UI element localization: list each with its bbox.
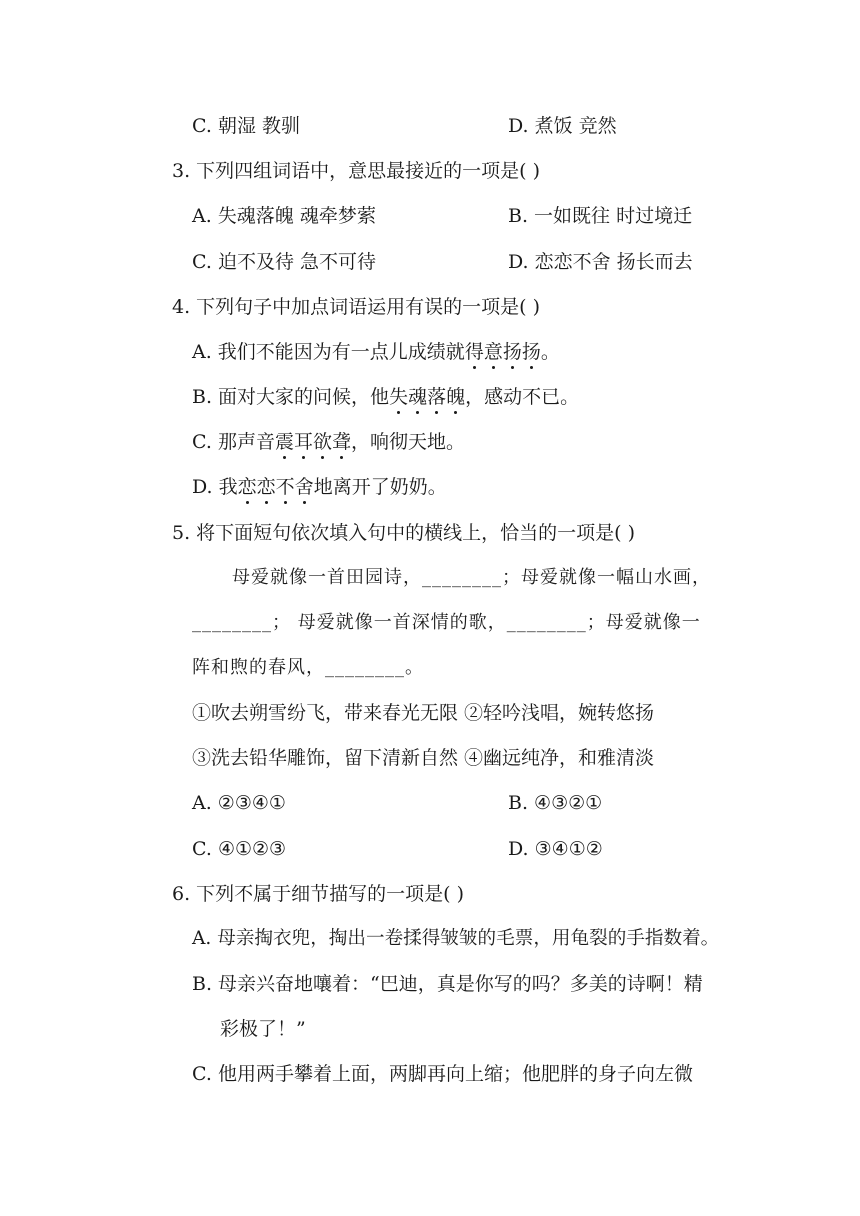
q5-option-b: B. ④③②① <box>508 792 603 814</box>
emphasis-char: 欲 <box>312 431 332 453</box>
q4-option-d-text: D. 我 <box>192 476 238 498</box>
emphasis-char: 聋 <box>332 431 352 453</box>
q6-stem: 6. 下列不属于细节描写的一项是( ) <box>172 883 465 905</box>
q5-passage-line: 阵和煦的春风，________。 <box>192 657 424 678</box>
q4-option-d-tail: 地离开了奶奶。 <box>313 476 447 498</box>
q3-stem: 3. 下列四组词语中，意思最接近的一项是( ) <box>172 160 541 182</box>
q3-option-a: A. 失魂落魄 魂牵梦萦 <box>192 205 376 227</box>
q4-option-b-tail: ，感动不已。 <box>465 386 580 408</box>
emphasis-char: 得 <box>464 341 484 363</box>
emphasis-char: 扬 <box>502 341 522 363</box>
q4-option-c-tail: ，响彻天地。 <box>351 431 466 453</box>
q5-option-d: D. ③④①② <box>508 838 603 860</box>
q6-option-c: C. 他用两手攀着上面，两脚再向上缩；他肥胖的身子向左微 <box>192 1063 693 1085</box>
emphasis-char: 失 <box>389 386 409 408</box>
emphasis-char: 意 <box>483 341 503 363</box>
q4-option-a-tail: 。 <box>540 341 560 363</box>
q6-option-a: A. 母亲掏衣兜，掏出一卷揉得皱皱的毛票，用龟裂的手指数着。 <box>192 928 720 949</box>
emphasis-char: 舍 <box>294 476 314 498</box>
q3-option-b: B. 一如既往 时过境迁 <box>508 205 693 227</box>
q2-option-c: C. 朝湿 教驯 <box>192 115 300 137</box>
emphasis-char: 恋 <box>256 476 276 498</box>
emphasis-char: 落 <box>427 386 447 408</box>
emphasis-char: 扬 <box>521 341 541 363</box>
q4-option-d <box>192 475 447 499</box>
q6-option-b-continued: 彩极了！” <box>220 1018 306 1040</box>
q4-option-b <box>192 385 579 409</box>
q5-option-c: C. ④①②③ <box>192 838 287 860</box>
q2-option-d: D. 煮饭 竞然 <box>508 115 617 137</box>
q3-option-c: C. 迫不及待 急不可待 <box>192 251 376 273</box>
q5-option-a: A. ②③④① <box>192 792 286 814</box>
q3-option-d: D. 恋恋不舍 扬长而去 <box>508 251 693 273</box>
q6-option-b: B. 母亲兴奋地嚷着：“巴迪，真是你写的吗？多美的诗啊！精 <box>192 973 703 995</box>
q5-choices-line: ①吹去朔雪纷飞，带来春光无限 ②轻吟浅唱，婉转悠扬 <box>192 702 655 724</box>
q5-choices-line: ③洗去铅华雕饰，留下清新自然 ④幽远纯净，和雅清淡 <box>192 747 655 769</box>
emphasis-char: 不 <box>275 476 295 498</box>
q5-stem: 5. 将下面短句依次填入句中的横线上，恰当的一项是( ) <box>172 522 636 544</box>
emphasis-char: 魄 <box>446 386 466 408</box>
emphasis-char: 恋 <box>237 476 257 498</box>
q4-option-a-text: A. 我们不能因为有一点儿成绩就 <box>192 341 465 363</box>
q4-option-c-text: C. 那声音 <box>192 431 275 453</box>
q4-option-c <box>192 430 465 454</box>
q4-stem: 4. 下列句子中加点词语运用有误的一项是( ) <box>172 296 541 318</box>
q5-passage-line: 母爱就像一首田园诗，________；母爱就像一幅山水画， <box>232 567 711 588</box>
q4-option-a <box>192 340 560 364</box>
emphasis-char: 震 <box>274 431 294 453</box>
emphasis-char: 耳 <box>293 431 313 453</box>
q5-passage-line: ________； 母爱就像一首深情的歌，________；母爱就像一 <box>192 612 701 633</box>
q4-option-b-text: B. 面对大家的问候，他 <box>192 386 390 408</box>
emphasis-char: 魂 <box>408 386 428 408</box>
